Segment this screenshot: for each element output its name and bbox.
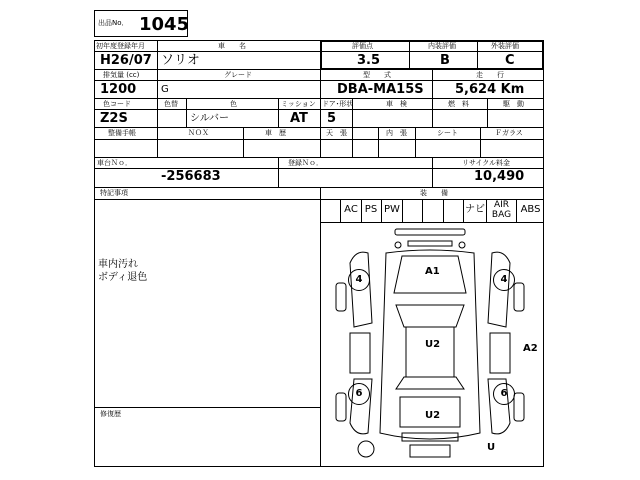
model-label: 型 式	[363, 71, 391, 79]
note-line: ボディ退色	[98, 272, 148, 283]
equip-airbag: AIR BAG	[491, 200, 512, 220]
recycle-label: リサイクル料金	[462, 159, 511, 167]
color-value: シルバー	[190, 113, 230, 124]
interior-value: B	[440, 53, 450, 68]
score-label: 評価点	[352, 42, 373, 50]
damage-right-rear: 6	[493, 383, 515, 405]
equipment-grid	[320, 199, 544, 223]
mileage-label: 走 行	[476, 71, 504, 79]
doors-value: 5	[327, 111, 337, 126]
history-label: 車 歴	[265, 129, 286, 137]
color-label: 色	[230, 100, 237, 108]
seat-label: シート	[437, 129, 458, 137]
repair-label: 修復歴	[100, 410, 121, 418]
model-value: DBA-MA15S	[337, 82, 424, 97]
displacement-value: 1200	[100, 82, 137, 97]
note-line: 車内汚れ	[98, 259, 138, 270]
equip-pw: PW	[384, 204, 400, 215]
inspection-label: 車 検	[386, 100, 407, 108]
grade-value: G	[161, 84, 169, 95]
equipment-label: 装 備	[420, 189, 448, 197]
exterior-label: 外装評価	[491, 42, 519, 50]
recycle-value: 10,490	[474, 169, 525, 184]
equip-ps: PS	[364, 204, 378, 215]
fuel-label: 燃 料	[448, 100, 469, 108]
damage-hood: A1	[425, 266, 440, 277]
color-code-label: 色コード	[103, 100, 131, 108]
damage-roof: U2	[425, 339, 441, 350]
color-code-value: Z2S	[100, 111, 128, 126]
drive-label: 駆 動	[503, 100, 524, 108]
doors-label: ドア･形状	[322, 100, 354, 108]
sunroof-label: 天 張	[326, 129, 347, 137]
lot-number: 1045	[139, 14, 190, 35]
exterior-value: C	[505, 53, 515, 68]
name-label: 車 名	[218, 42, 246, 50]
name-value: ソリオ	[161, 53, 200, 68]
lot-label: 出品No．	[98, 19, 129, 27]
notes-label: 特記事項	[100, 189, 128, 197]
mission-label: ミッション	[281, 100, 316, 108]
fglass-label: Ｆガラス	[495, 129, 523, 137]
displacement-label: 排気量 (cc)	[103, 71, 140, 79]
mileage-value: 5,624 Km	[455, 82, 525, 97]
reg-label: 登録Ｎｏ．	[288, 159, 323, 167]
damage-rear-bumper: U	[487, 442, 496, 453]
chassis-label: 車台Ｎｏ．	[97, 159, 132, 167]
year-value: H26/07	[100, 53, 152, 68]
damage-left-front: 4	[348, 269, 370, 291]
damage-right-front: 4	[493, 269, 515, 291]
lot-box	[94, 10, 188, 37]
equip-navi: ナビ	[465, 204, 485, 215]
mission-value: AT	[290, 111, 308, 126]
year-label: 初年度登録年月	[96, 42, 145, 50]
grade-label: グレード	[224, 71, 252, 79]
manual-label: 整備手帳	[108, 129, 136, 137]
interior-trim-label: 内 張	[386, 129, 407, 137]
damage-right-side: A2	[523, 343, 538, 354]
damage-left-rear: 6	[348, 383, 370, 405]
score-value: 3.5	[357, 53, 381, 68]
color-change-label: 色替	[164, 100, 178, 108]
equip-abs: ABS	[520, 204, 541, 215]
chassis-value: -256683	[161, 169, 221, 184]
damage-trunk: U2	[425, 410, 441, 421]
nox-label: ＮＯＸ	[188, 129, 209, 137]
interior-label: 内装評価	[428, 42, 456, 50]
equip-ac: AC	[344, 204, 358, 215]
notes-text	[98, 258, 147, 284]
